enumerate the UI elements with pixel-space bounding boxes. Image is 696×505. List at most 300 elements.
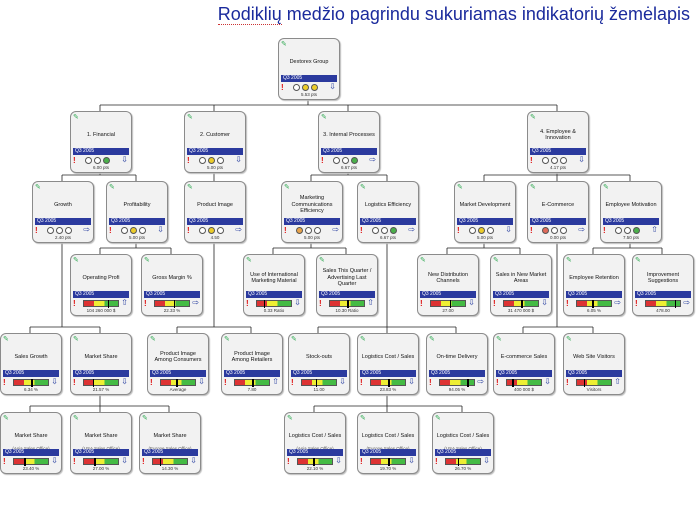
kpi-card-lc_europe[interactable] [357,412,419,474]
status-light-icon [217,157,224,164]
gauge-bar [645,300,681,307]
period-label: Q3 2005 [142,449,198,456]
status-light-icon [217,227,224,234]
indicator-type-icon: ✎ [144,257,150,264]
alert-icon: ! [457,226,460,235]
kpi-name: Sales This Quarter / Advertising Last Quarter [322,268,372,288]
kpi-value: 27.00 [442,308,454,313]
alert-icon: ! [73,299,76,308]
trend-arrow-icon: ⇨ [614,298,621,307]
status-light-icon [314,227,321,234]
kpi-value: 2.40 pts [54,235,71,240]
kpi-card-growth[interactable] [32,181,94,243]
indicator-type-icon: ✎ [150,336,156,343]
trend-arrow-icon: ⇧ [614,377,621,386]
kpi-card-financial[interactable] [70,111,132,173]
period-label: Q3 2005 [3,370,59,377]
indicator-type-icon: ✎ [281,41,287,48]
period-label: Q3 2005 [493,291,549,298]
gauge-needle [93,379,95,387]
trend-arrow-icon: ⇨ [683,298,690,307]
kpi-value: 478.00 [656,308,670,313]
alert-icon: ! [224,378,227,387]
gauge-bar [370,458,406,465]
status-light-icon [139,227,146,234]
alert-icon: ! [635,299,638,308]
indicator-type-icon: ✎ [496,336,502,343]
kpi-card-salesgrowth[interactable] [0,333,62,395]
period-label: Q3 2005 [73,291,129,298]
alert-icon: ! [319,299,322,308]
trend-arrow-icon: ⇩ [339,377,346,386]
indicator-type-icon: ✎ [435,415,441,422]
gauge-bar [301,379,337,386]
kpi-value: 5.00 pts [128,235,145,240]
status-light-icon [94,157,101,164]
gauge-bar [83,458,119,465]
kpi-name: Marketing Communications Efficiency [291,195,333,215]
kpi-name: Product Image Among Consumers [154,350,202,363]
traffic-lights [542,157,567,164]
kpi-name: Product Image [197,201,233,208]
trend-arrow-icon: ⇩ [578,155,585,164]
kpi-name: Logistics Cost / Sales [361,353,415,360]
trend-arrow-icon: ⇩ [51,456,58,465]
alert-icon: ! [360,226,363,235]
alert-icon: ! [360,378,363,387]
kpi-name: Sales in New Market Areas [495,271,547,284]
kpi-card-stockouts[interactable] [288,333,350,395]
kpi-value: 6.67 pts [379,235,396,240]
status-light-icon [542,157,549,164]
kpi-value: 26.70 % [454,466,472,471]
period-label: Q3 2005 [566,291,622,298]
period-label: Q3 2005 [530,218,586,225]
kpi-value: 4.17 pts [549,165,566,170]
traffic-lights [542,227,567,234]
period-label: Q3 2005 [429,370,485,377]
kpi-name: Market Share [14,432,48,439]
indicator-type-icon: ✎ [530,184,536,191]
period-label: Q3 2005 [246,291,302,298]
indicator-type-icon: ✎ [284,184,290,191]
alert-icon: ! [246,299,249,308]
kpi-card-employee[interactable] [527,111,589,173]
kpi-card-logisticseff[interactable] [357,181,419,243]
period-label: Q3 2005 [284,218,340,225]
kpi-value: Visitors [586,387,602,392]
gauge-bar [13,458,49,465]
period-label: Q3 2005 [530,148,586,155]
status-light-icon [130,227,137,234]
kpi-value: 94.05 % [448,387,466,392]
gauge-bar [329,300,365,307]
status-light-icon [208,227,215,234]
kpi-card-improvementsugg[interactable] [632,254,694,316]
indicator-type-icon: ✎ [360,415,366,422]
alert-icon: ! [284,226,287,235]
alert-icon: ! [566,299,569,308]
status-light-icon [199,157,206,164]
kpi-card-employeemotiv[interactable] [600,181,662,243]
alert-icon: ! [144,299,147,308]
gauge-bar [83,379,119,386]
alert-icon: ! [530,156,533,165]
kpi-card-salesnewmarket[interactable] [490,254,552,316]
period-label: Q3 2005 [224,370,280,377]
indicator-type-icon: ✎ [287,415,293,422]
alert-icon: ! [493,299,496,308]
indicator-type-icon: ✎ [73,336,79,343]
alert-icon: ! [3,457,6,466]
indicator-type-icon: ✎ [566,336,572,343]
indicator-type-icon: ✎ [224,336,230,343]
indicator-type-icon: ✎ [319,257,325,264]
kpi-name: Improvement Suggestions [646,271,680,284]
indicator-type-icon: ✎ [360,336,366,343]
trend-arrow-icon: ⇧ [272,377,279,386]
period-label: Q3 2005 [360,370,416,377]
gauge-bar [152,458,188,465]
status-light-icon [311,84,318,91]
gauge-needle [108,300,110,308]
indicator-type-icon: ✎ [142,415,148,422]
trend-arrow-icon: ⇩ [235,155,242,164]
gauge-bar [297,458,333,465]
kpi-value: 0.00 pts [549,235,566,240]
gauge-bar [256,300,292,307]
status-light-icon [372,227,379,234]
kpi-value: 7.80 [247,387,257,392]
kpi-value: Average [169,387,187,392]
status-light-icon [615,227,622,234]
alert-icon: ! [35,226,38,235]
kpi-name: Product Image Among Retailers [231,350,273,363]
kpi-value: 0.33 Ratio [263,308,285,313]
kpi-name: 3. Internal Processes [323,131,375,138]
status-light-icon [542,227,549,234]
period-label: Q3 2005 [360,218,416,225]
trend-arrow-icon: ⇨ [477,377,484,386]
period-label: Q3 2005 [109,218,165,225]
indicator-type-icon: ✎ [420,257,426,264]
kpi-value: 19.70 % [379,466,397,471]
status-light-icon [551,227,558,234]
gauge-needle [160,458,162,466]
indicator-type-icon: ✎ [187,114,193,121]
trend-arrow-icon: ⇧ [651,225,658,234]
trend-arrow-icon: ⇩ [198,377,205,386]
alert-icon: ! [142,457,145,466]
status-light-icon [469,227,476,234]
indicator-type-icon: ✎ [429,336,435,343]
kpi-name: Dextorex Group [289,58,329,65]
status-light-icon [487,227,494,234]
kpi-value: 5.53 pts [300,92,317,97]
indicator-type-icon: ✎ [321,114,327,121]
kpi-card-productimageretailers[interactable] [221,333,283,395]
alert-icon: ! [73,156,76,165]
status-light-icon [381,227,388,234]
trend-arrow-icon: ⇩ [329,82,336,91]
gauge-needle [458,458,460,466]
gauge-bar [503,300,539,307]
status-light-icon [121,227,128,234]
kpi-name: E-commerce Sales [500,353,548,360]
kpi-card-lc_asia[interactable] [284,412,346,474]
period-label: Q3 2005 [321,148,377,155]
gauge-needle [347,300,349,308]
gauge-needle [94,458,96,466]
period-label: Q3 2005 [73,449,129,456]
kpi-card-websitevisitors[interactable] [563,333,625,395]
gauge-needle [675,300,677,308]
kpi-card-ecommerce[interactable] [527,181,589,243]
kpi-name: Logistics Cost / Sales [361,432,415,439]
trend-arrow-icon: ⇩ [51,377,58,386]
trend-arrow-icon: ⇩ [157,225,164,234]
kpi-name: Sales Growth [14,353,48,360]
gauge-bar [154,300,190,307]
kpi-name: Market Share [84,432,118,439]
kpi-card-operatingprofit[interactable] [70,254,132,316]
alert-icon: ! [281,83,284,92]
kpi-value: 14.30 % [161,466,179,471]
alert-icon: ! [530,226,533,235]
period-label: Q3 2005 [73,370,129,377]
period-label: Q3 2005 [319,291,375,298]
status-light-icon [333,157,340,164]
kpi-name: Growth [54,201,72,208]
trend-arrow-icon: ⇩ [294,298,301,307]
trend-arrow-icon: ⇩ [541,298,548,307]
kpi-name: Employee Retention [569,274,619,281]
kpi-card-employeeretention[interactable] [563,254,625,316]
gauge-needle [176,379,178,387]
status-light-icon [633,227,640,234]
period-label: Q3 2005 [496,370,552,377]
indicator-type-icon: ✎ [246,257,252,264]
alert-icon: ! [603,226,606,235]
indicator-type-icon: ✎ [35,184,41,191]
traffic-lights [85,157,110,164]
kpi-card-ms_usa[interactable] [70,412,132,474]
kpi-value: 27.00 % [92,466,110,471]
kpi-card-ms_europe[interactable] [139,412,201,474]
alert-icon: ! [150,378,153,387]
status-light-icon [560,157,567,164]
status-light-icon [351,157,358,164]
kpi-card-productimageconsumers[interactable] [147,333,209,395]
kpi-name: 2. Customer [200,131,230,138]
period-label: Q3 2005 [3,449,59,456]
alert-icon: ! [429,378,432,387]
alert-icon: ! [360,457,363,466]
gauge-bar [13,379,49,386]
kpi-name: Gross Margin % [152,274,192,281]
traffic-lights [296,227,321,234]
trend-arrow-icon: ⇨ [192,298,199,307]
kpi-value: 23.40 % [22,466,40,471]
kpi-value: 22.10 % [306,466,324,471]
gauge-needle [31,379,33,387]
status-light-icon [342,157,349,164]
indicator-type-icon: ✎ [73,114,79,121]
period-label: Q3 2005 [187,148,243,155]
gauge-needle [388,458,390,466]
gauge-needle [512,379,514,387]
status-light-icon [390,227,397,234]
kpi-name: Logistics Cost / Sales [436,432,490,439]
kpi-card-root[interactable] [278,38,340,100]
alert-icon: ! [3,378,6,387]
trend-arrow-icon: ⇩ [121,377,128,386]
period-label: Q3 2005 [35,218,91,225]
period-label: Q3 2005 [281,75,337,82]
status-light-icon [296,227,303,234]
alert-icon: ! [291,378,294,387]
kpi-value: 5.00 pts [476,235,493,240]
kpi-card-salesthisquarter[interactable] [316,254,378,316]
trend-arrow-icon: ⇩ [468,298,475,307]
kpi-name: 1. Financial [86,131,116,138]
kpi-card-lc_usa[interactable] [432,412,494,474]
period-label: Q3 2005 [420,291,476,298]
kpi-value: 31 470 000 $ [507,308,535,313]
gauge-bar [83,300,119,307]
kpi-value: 104 260 000 $ [86,308,116,313]
indicator-type-icon: ✎ [635,257,641,264]
traffic-lights [372,227,397,234]
kpi-card-productimage[interactable] [184,181,246,243]
kpi-card-newdistribution[interactable] [417,254,479,316]
kpi-value: 400 000 $ [513,387,535,392]
alert-icon: ! [73,378,76,387]
kpi-value: 11.00 [313,387,325,392]
status-light-icon [293,84,300,91]
alert-icon: ! [187,156,190,165]
indicator-type-icon: ✎ [457,184,463,191]
gauge-needle [584,379,586,387]
period-label: Q3 2005 [566,370,622,377]
status-light-icon [65,227,72,234]
kpi-card-marketingcomm[interactable] [281,181,343,243]
indicator-type-icon: ✎ [109,184,115,191]
kpi-value: 21.57 % [92,387,110,392]
kpi-card-marketdev[interactable] [454,181,516,243]
kpi-card-ecommercesales[interactable] [493,333,555,395]
kpi-value: 7.50 pts [622,235,639,240]
gauge-needle [521,300,523,308]
kpi-name: Operating Profi [82,274,120,281]
kpi-value: 23.83 % [379,387,397,392]
kpi-value: 6.34 % [23,387,38,392]
gauge-needle [388,379,390,387]
period-label: Q3 2005 [144,291,200,298]
kpi-card-logisticscost[interactable] [357,333,419,395]
kpi-name: Web Site Visitors [573,353,615,360]
alert-icon: ! [321,156,324,165]
gauge-bar [234,379,270,386]
status-light-icon [199,227,206,234]
gauge-needle [24,458,26,466]
trend-arrow-icon: ⇨ [408,225,415,234]
trend-arrow-icon: ⇩ [335,456,342,465]
period-label: Q3 2005 [603,218,659,225]
kpi-value: 22.33 % [163,308,181,313]
period-label: Q3 2005 [291,370,347,377]
kpi-card-ontimedelivery[interactable] [426,333,488,395]
trend-arrow-icon: ⇩ [121,155,128,164]
trend-arrow-icon: ⇧ [367,298,374,307]
kpi-card-customer[interactable] [184,111,246,173]
indicator-type-icon: ✎ [603,184,609,191]
indicator-type-icon: ✎ [187,184,193,191]
status-light-icon [103,157,110,164]
trend-arrow-icon: ⇩ [190,456,197,465]
kpi-name: Profitability [123,201,151,208]
gauge-bar [576,379,612,386]
kpi-card-marketshare[interactable] [70,333,132,395]
status-light-icon [302,84,309,91]
traffic-lights [47,227,72,234]
alert-icon: ! [420,299,423,308]
indicator-type-icon: ✎ [3,415,9,422]
status-light-icon [478,227,485,234]
kpi-name: Logistics Efficiency [364,201,412,208]
trend-arrow-icon: ⇩ [408,456,415,465]
gauge-needle [252,379,254,387]
period-label: Q3 2005 [287,449,343,456]
indicator-type-icon: ✎ [530,114,536,121]
kpi-name: Market Development [459,201,511,208]
kpi-name: On-time Delivery [436,353,478,360]
kpi-card-profitability[interactable] [106,181,168,243]
kpi-name: Market Share [153,432,187,439]
kpi-value: 5.00 pts [206,165,223,170]
kpi-value: 10.30 Ratio [335,308,359,313]
indicator-type-icon: ✎ [493,257,499,264]
alert-icon: ! [187,226,190,235]
kpi-card-ms_asia[interactable] [0,412,62,474]
period-label: Q3 2005 [360,449,416,456]
trend-arrow-icon: ⇨ [332,225,339,234]
gauge-needle [313,458,315,466]
kpi-value: 4.50 [210,235,220,240]
traffic-lights [615,227,640,234]
traffic-lights [333,157,358,164]
kpi-card-grossmargin[interactable] [141,254,203,316]
indicator-type-icon: ✎ [73,415,79,422]
kpi-name: Stock-outs [306,353,332,360]
traffic-lights [469,227,494,234]
title-underlined-word: Rodiklių [217,4,282,24]
kpi-value: 5.00 pts [303,235,320,240]
gauge-bar [370,379,406,386]
trend-arrow-icon: ⇨ [369,155,376,164]
kpi-value: 6.05 % [586,308,601,313]
trend-arrow-icon: ⇨ [578,225,585,234]
kpi-card-useintlmaterial[interactable] [243,254,305,316]
kpi-name: Employee Motivation [605,201,657,208]
gauge-bar [576,300,612,307]
trend-arrow-icon: ⇩ [121,456,128,465]
status-light-icon [85,157,92,164]
kpi-name: New Distribution Channels [427,271,469,284]
kpi-card-internal[interactable] [318,111,380,173]
status-light-icon [551,157,558,164]
status-light-icon [208,157,215,164]
